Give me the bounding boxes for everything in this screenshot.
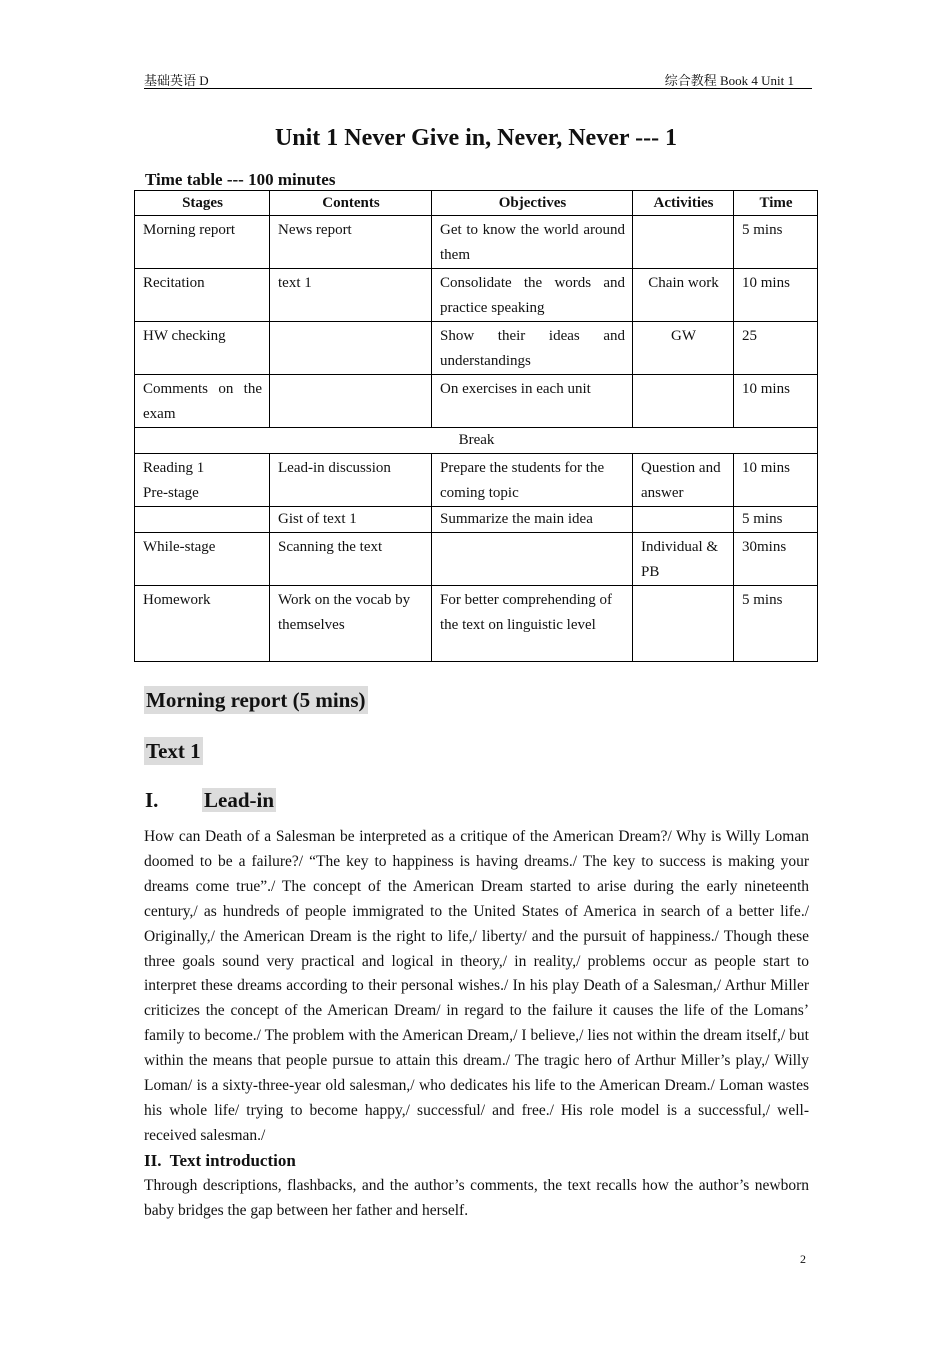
table-cell: Recitation	[135, 269, 270, 322]
section-heading-text1: Text 1	[146, 739, 201, 763]
table-cell	[633, 216, 734, 269]
table-cell: Question and answer	[633, 454, 734, 507]
text-introduction-paragraph: Through descriptions, flashbacks, and the author’s comments, the text recalls how the author’s newborn baby bridges the gap between her father and herself.	[144, 1177, 809, 1219]
table-cell: On exercises in each unit	[432, 375, 633, 428]
table-cell	[633, 375, 734, 428]
table-row	[135, 216, 818, 269]
section-heading-lead-in	[145, 786, 276, 814]
table-cell	[633, 586, 734, 662]
table-cell: Chain work	[633, 269, 734, 322]
table-cell: 10 mins	[734, 375, 818, 428]
table-cell: HW checking	[135, 322, 270, 375]
table-cell: Scanning the text	[270, 533, 432, 586]
header-left: 基础英语 D	[144, 73, 209, 88]
table-cell	[270, 375, 432, 428]
section-heading-morning-report: Morning report (5 mins)	[146, 688, 366, 712]
break-cell: Break	[135, 428, 818, 454]
table-row	[135, 322, 818, 375]
table-cell: News report	[270, 216, 432, 269]
table-cell: Reading 1 Pre-stage	[135, 454, 270, 507]
lead-in-paragraph: How can Death of a Salesman be interpreted as a critique of the American Dream?/ Why is Willy Loman doomed to be a failure?/ “The key to happiness is having dreams./ The key to success is making your dreams come true”./ The concept of the American Dream started to arise during the early nineteenth century,/ as hundreds of people immigrated to the United States of America in search of a better life./ Originally,/ the American Dream is the right to life,/ liberty/ and the pursuit of happiness./ Though these three goals sound very practical and logical in theory,/ in reality,/ problems occur as people start to interpret these dreams according to their personal wishes./ In his play Death of a Salesman,/ Arthur Miller criticizes the concept of the American Dream/ in regard to the failure it causes the life of the Lomans’ family to become./ The problem with the American Dream,/ I believe,/ lies not within the dream itself,/ but within the means that people pursue to attain this dream./ The tragic hero of Arthur Miller’s play,/ Willy Loman/ is a sixty-three-year old salesman,/ who dedicates his life to the American Dream./ Loman wastes his whole life/ trying to become happy,/ successful/ and free./ His role model is a successful,/ well-received salesman./	[144, 828, 809, 1144]
table-cell: While-stage	[135, 533, 270, 586]
table-cell: 5 mins	[734, 216, 818, 269]
timetable	[134, 190, 818, 662]
table-cell: Work on the vocab by themselves	[270, 586, 432, 662]
table-cell: 30mins	[734, 533, 818, 586]
table-cell: 10 mins	[734, 454, 818, 507]
column-header: Time	[734, 191, 818, 216]
timetable-label: Time table --- 100 minutes	[145, 170, 336, 189]
table-cell: text 1	[270, 269, 432, 322]
section-title: Lead-in	[204, 788, 275, 812]
table-cell: 5 mins	[734, 586, 818, 662]
table-cell: Comments on the exam	[135, 375, 270, 428]
break-row	[135, 428, 818, 454]
table-cell: 25	[734, 322, 818, 375]
table-cell	[633, 507, 734, 533]
table-cell: Morning report	[135, 216, 270, 269]
table-cell: Show their ideas and understandings	[432, 322, 633, 375]
section-number: I.	[145, 788, 159, 812]
table-row	[135, 454, 818, 507]
table-row	[135, 507, 818, 533]
page-title: Unit 1 Never Give in, Never, Never --- 1	[274, 125, 678, 151]
table-row	[135, 269, 818, 322]
page-number: 2	[800, 1252, 806, 1266]
column-header: Activities	[633, 191, 734, 216]
table-cell: Get to know the world around them	[432, 216, 633, 269]
table-cell: Prepare the students for the coming topic	[432, 454, 633, 507]
table-cell: 5 mins	[734, 507, 818, 533]
table-cell: Gist of text 1	[270, 507, 432, 533]
table-row	[135, 586, 818, 662]
table-header-row	[135, 191, 818, 216]
table-cell: Summarize the main idea	[432, 507, 633, 533]
table-cell: 10 mins	[734, 269, 818, 322]
table-row	[135, 375, 818, 428]
table-cell	[432, 533, 633, 586]
table-cell: Lead-in discussion	[270, 454, 432, 507]
column-header: Objectives	[432, 191, 633, 216]
table-cell	[270, 322, 432, 375]
section-heading-text-introduction: II. Text introduction	[144, 1151, 296, 1170]
column-header: Stages	[135, 191, 270, 216]
table-cell	[135, 507, 270, 533]
column-header: Contents	[270, 191, 432, 216]
header-right: 综合教程 Book 4 Unit 1	[664, 73, 794, 88]
table-cell: Individual & PB	[633, 533, 734, 586]
table-cell: For better comprehending of the text on linguistic level	[432, 586, 633, 662]
running-header	[144, 70, 812, 89]
table-row	[135, 533, 818, 586]
table-cell: Consolidate the words and practice speaking	[432, 269, 633, 322]
table-cell: GW	[633, 322, 734, 375]
table-cell: Homework	[135, 586, 270, 662]
